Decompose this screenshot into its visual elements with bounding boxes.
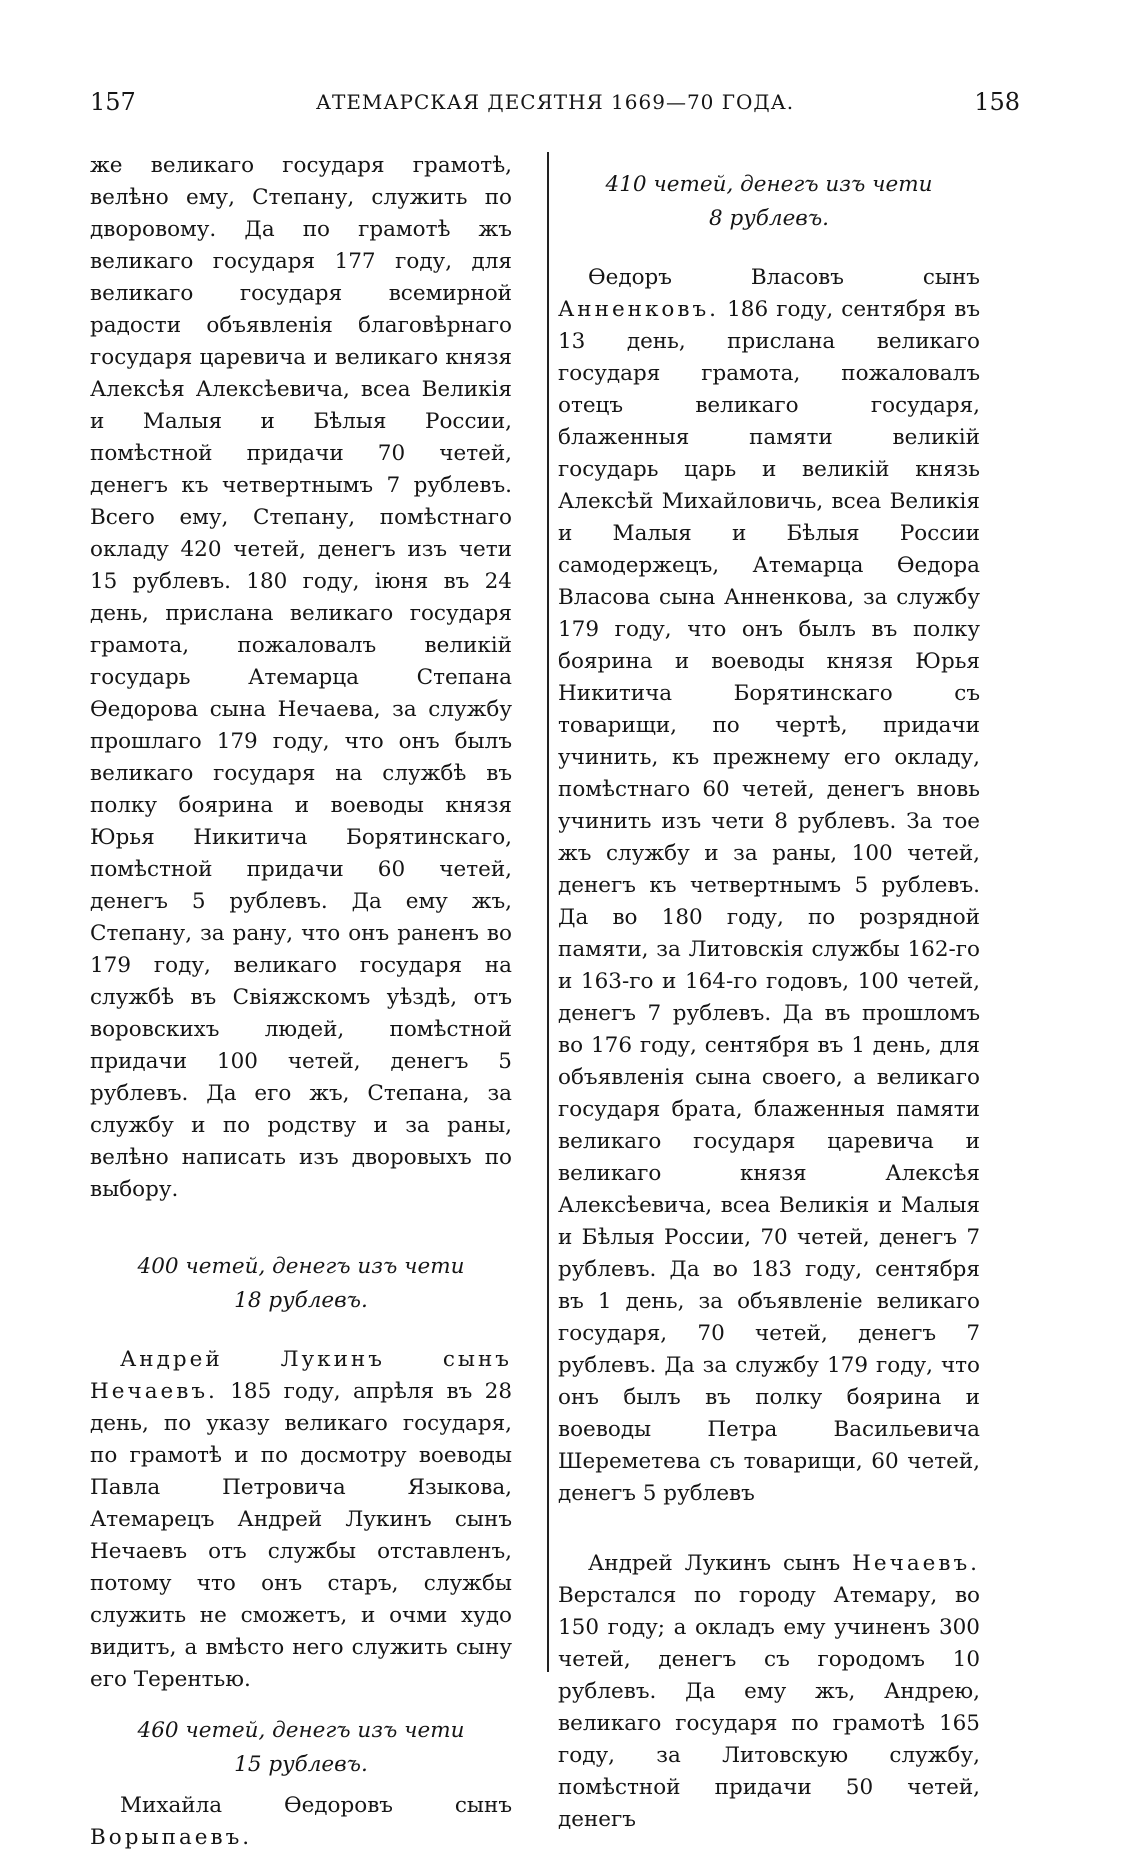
entry-text: Верстался по городу Атемару, во 150 году; а окладъ ему учиненъ 300 четей, денегъ съ городомъ 10 рублевъ. Да ему жъ, Андрею, великаго государя по грамотѣ 165 году, за Литовскую службу, помѣстной придачи 50 четей, денегъ — [558, 1583, 980, 1832]
left-entry-heading-2: 460 четей, денегъ изъ чети 15 рублевъ. — [137, 1718, 465, 1777]
entry-name: Андрей Лукинъ сынъ Нечаевъ. — [90, 1347, 512, 1404]
left-paragraph-2 — [90, 1344, 512, 1696]
entry-text: 186 году, сентября въ 13 день, прислана великаго государя грамота, пожаловалъ отецъ великаго государя, блаженныя памяти великій государь царь и великій князь Алексѣй Михайловичь, всеа Великія и Малыя и Бѣлыя России самодержецъ, Атемарца Ѳедора Власова сына Анненкова, за службу 179 году, что онъ былъ въ полку боярина и воеводы князя Юрья Никитича Борятинскаго съ товарищи, по чертѣ, придачи учинить, къ прежнему его окладу, помѣстнаго 60 четей, денегъ вновь учинить изъ чети 8 рублевъ. За тое жъ службу и за раны, 100 четей, денегъ къ четвертнымъ 5 рублевъ. Да во 180 году, по розрядной памяти, за Литовскія службы 162-го и 163-го и 164-го годовъ, 100 четей, денегъ 7 рублевъ. Да въ прошломъ во 176 году, сентября въ 1 день, для объявленія сына своего, а великаго государя брата, блаженныя памяти великаго государя царевича и великаго князя Алексѣя Алексѣевича, всеа Великія и Малыя и Бѣлыя России, 70 четей, денегъ 7 рублевъ. Да во 183 году, сентября въ 1 день, за объявленіе великаго государя, 70 четей, денегъ 7 рублевъ. Да за службу 179 году, что онъ былъ въ полку боярина и воеводы Петра Васильевича Шереметева съ товарищи, 60 четей, денегъ 5 рублевъ — [558, 297, 980, 1506]
entry-name: Ворыпаевъ. — [90, 1825, 253, 1850]
column-divider — [547, 152, 549, 1672]
right-entry-heading-1: 410 четей, денегъ изъ чети 8 рублевъ. — [605, 172, 933, 231]
left-column — [90, 150, 512, 1854]
entry-name: Анненковъ. — [558, 297, 719, 322]
page-number-left: 157 — [90, 88, 136, 116]
left-paragraph-1: же великаго государя грамотѣ, велѣно ему, Степану, служить по дворовому. Да по грамотѣ жъ великаго государя 177 году, для великаго государя всемирной радости объявленія благовѣрнаго государя царевича и великаго князя Алексѣя Алексѣевича, всеа Великія и Малыя и Бѣлыя России, помѣстной придачи 70 четей, денегъ къ четвертнымъ 7 рублевъ. Всего ему, Степану, помѣстнаго окладу 420 четей, денегъ изъ чети 15 рублевъ. 180 году, іюня въ 24 день, прислана великаго государя грамота, пожаловалъ великій государь Атемарца Степана Ѳедорова сына Нечаева, за службу прошлаго 179 году, что онъ былъ великаго государя на службѣ въ полку боярина и воеводы князя Юрья Никитича Борятинскаго, помѣстной придачи 60 четей, денегъ 5 рублевъ. Да ему жъ, Степану, за рану, что онъ раненъ во 179 году, великаго государя на службѣ въ Свіяжскомъ уѣздѣ, отъ воровскихъ людей, помѣстной придачи 100 четей, денегъ 5 рублевъ. Да его жъ, Степана, за службу и по родству и за раны, велѣно написать изъ дворовыхъ по выбору. — [90, 153, 512, 1202]
left-entry-heading-1: 400 четей, денегъ изъ чети 18 рублевъ. — [137, 1254, 465, 1313]
right-column — [558, 168, 980, 1836]
page-number-right: 158 — [974, 88, 1020, 116]
entry-prefix: Михайла Ѳедоровъ сынъ — [120, 1793, 512, 1818]
entry-prefix: Андрей Лукинъ сынъ — [588, 1551, 841, 1576]
entry-text: 185 году, апрѣля въ 28 день, по указу великаго государя, по грамотѣ и по досмотру воеводы Павла Петровича Языкова, Атемарецъ Андрей Лукинъ сынъ Нечаевъ отъ службы отставленъ, потому что онъ старъ, службы служить не сможетъ, и очми худо видитъ, а вмѣсто него служить сыну его Терентью. — [90, 1379, 512, 1692]
running-title: АТЕМАРСКАЯ ДЕСЯТНЯ 1669—70 ГОДА. — [315, 90, 795, 114]
left-paragraph-3 — [90, 1790, 512, 1854]
entry-prefix: Ѳедоръ Власовъ сынъ — [588, 265, 980, 290]
right-paragraph-1 — [558, 262, 980, 1510]
entry-name: Нечаевъ. — [852, 1551, 980, 1576]
right-paragraph-2 — [558, 1548, 980, 1836]
page-header — [90, 88, 1020, 124]
